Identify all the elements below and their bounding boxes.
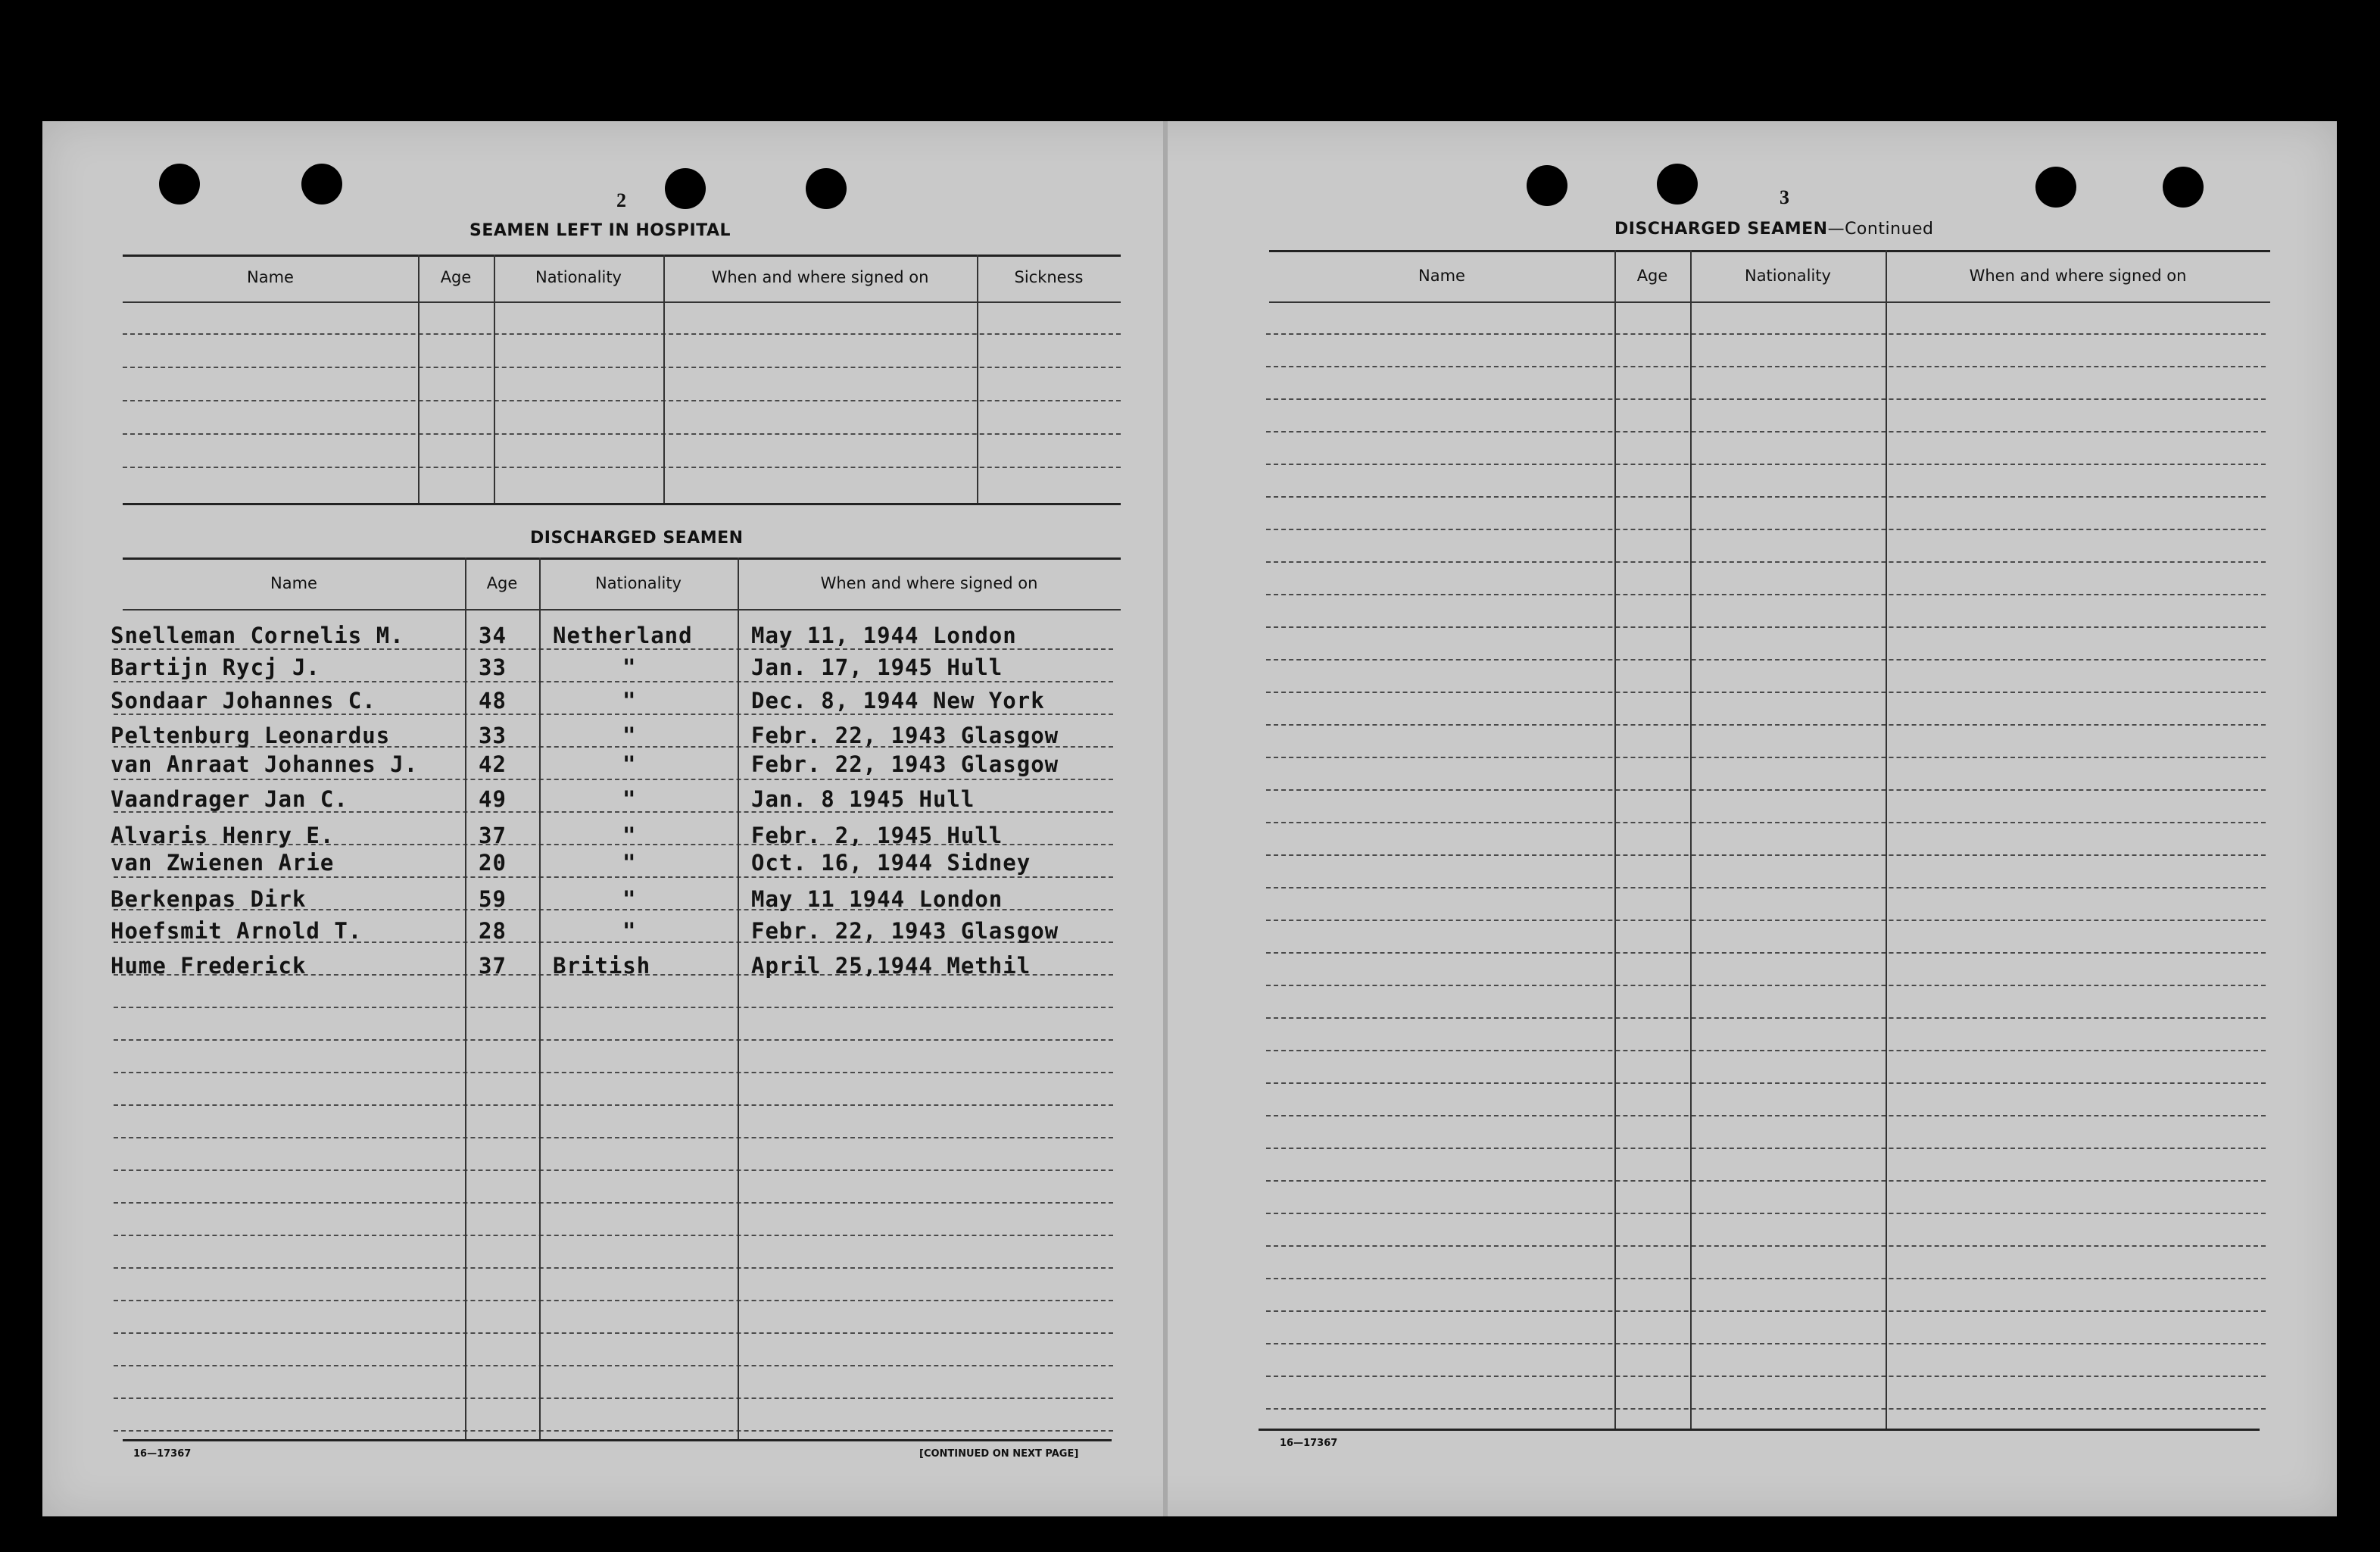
punch-hole xyxy=(2035,167,2076,208)
seaman-age: 37 xyxy=(479,823,507,848)
seaman-nationality: " xyxy=(622,723,637,748)
discharged-header-signed-on: When and where signed on xyxy=(820,574,1038,592)
seaman-name: Sondaar Johannes C. xyxy=(111,688,376,714)
seaman-signed-on: Jan. 8 1945 Hull xyxy=(751,786,975,812)
seaman-nationality: " xyxy=(622,751,637,777)
seaman-nationality: Netherland xyxy=(553,623,693,648)
seaman-nationality: " xyxy=(622,850,637,876)
discharged-header-nationality: Nationality xyxy=(594,574,682,592)
hospital-header-age: Age xyxy=(440,268,472,286)
punch-hole xyxy=(806,168,847,209)
seaman-name: Snelleman Cornelis M. xyxy=(111,623,404,648)
punch-hole xyxy=(301,164,342,205)
seaman-name: Vaandrager Jan C. xyxy=(111,786,348,812)
hospital-header-name: Name xyxy=(247,268,294,286)
seaman-nationality: " xyxy=(622,786,637,812)
seaman-signed-on: April 25,1944 Methil xyxy=(751,953,1031,979)
seaman-name: Hume Frederick xyxy=(111,953,307,979)
right-header-name: Name xyxy=(1418,267,1465,285)
left-form-number: 16—17367 xyxy=(133,1448,192,1460)
hospital-section-title: SEAMEN LEFT IN HOSPITAL xyxy=(469,221,731,240)
punch-hole xyxy=(1527,165,1567,206)
seaman-age: 20 xyxy=(479,850,507,876)
seaman-age: 59 xyxy=(479,886,507,912)
right-header-signed-on: When and where signed on xyxy=(1969,267,2187,285)
hospital-header-signed-on: When and where signed on xyxy=(711,268,929,286)
seaman-signed-on: Febr. 22, 1943 Glasgow xyxy=(751,918,1059,944)
seaman-nationality: " xyxy=(622,823,637,848)
seaman-name: Bartijn Rycj J. xyxy=(111,654,320,680)
right-page-number: 3 xyxy=(1780,186,1789,208)
document-sheet xyxy=(42,121,2337,1516)
right-title-suffix: —Continued xyxy=(1827,220,1934,239)
seaman-name: van Zwienen Arie xyxy=(111,850,335,876)
seaman-name: Hoefsmit Arnold T. xyxy=(111,918,363,944)
seaman-signed-on: Febr. 22, 1943 Glasgow xyxy=(751,751,1059,777)
seaman-name: Berkenpas Dirk xyxy=(111,886,307,912)
hospital-header-sickness: Sickness xyxy=(1014,268,1084,286)
seaman-age: 49 xyxy=(479,786,507,812)
punch-hole xyxy=(665,168,706,209)
seaman-age: 42 xyxy=(479,751,507,777)
left-page-number: 2 xyxy=(616,189,626,211)
continued-note: [CONTINUED ON NEXT PAGE] xyxy=(919,1448,1079,1460)
seaman-nationality: " xyxy=(622,688,637,714)
discharged-header-age: Age xyxy=(486,574,518,592)
seaman-signed-on: Oct. 16, 1944 Sidney xyxy=(751,850,1031,876)
seaman-age: 34 xyxy=(479,623,507,648)
seaman-name: van Anraat Johannes J. xyxy=(111,751,419,777)
seaman-signed-on: Dec. 8, 1944 New York xyxy=(751,688,1045,714)
seaman-age: 28 xyxy=(479,918,507,944)
page-fold xyxy=(1163,121,1168,1516)
discharged-header-name: Name xyxy=(270,574,317,592)
discharged-section-title: DISCHARGED SEAMEN xyxy=(530,529,744,548)
seaman-signed-on: Jan. 17, 1945 Hull xyxy=(751,654,1003,680)
seaman-signed-on: May 11 1944 London xyxy=(751,886,1003,912)
punch-hole xyxy=(159,164,200,205)
seaman-nationality: " xyxy=(622,654,637,680)
seaman-age: 37 xyxy=(479,953,507,979)
seaman-signed-on: Febr. 2, 1945 Hull xyxy=(751,823,1003,848)
punch-hole xyxy=(2163,167,2204,208)
seaman-age: 48 xyxy=(479,688,507,714)
seaman-signed-on: May 11, 1944 London xyxy=(751,623,1017,648)
right-section-title xyxy=(1614,220,1933,239)
seaman-name: Alvaris Henry E. xyxy=(111,823,335,848)
seaman-age: 33 xyxy=(479,723,507,748)
punch-hole xyxy=(1657,164,1698,205)
seaman-nationality: " xyxy=(622,918,637,944)
seaman-nationality: British xyxy=(553,953,651,979)
right-title-main: DISCHARGED SEAMEN xyxy=(1614,220,1828,239)
seaman-name: Peltenburg Leonardus xyxy=(111,723,391,748)
hospital-header-nationality: Nationality xyxy=(535,268,622,286)
right-form-number: 16—17367 xyxy=(1280,1438,1338,1449)
seaman-nationality: " xyxy=(622,886,637,912)
seaman-age: 33 xyxy=(479,654,507,680)
right-header-age: Age xyxy=(1636,267,1668,285)
seaman-signed-on: Febr. 22, 1943 Glasgow xyxy=(751,723,1059,748)
right-header-nationality: Nationality xyxy=(1744,267,1831,285)
